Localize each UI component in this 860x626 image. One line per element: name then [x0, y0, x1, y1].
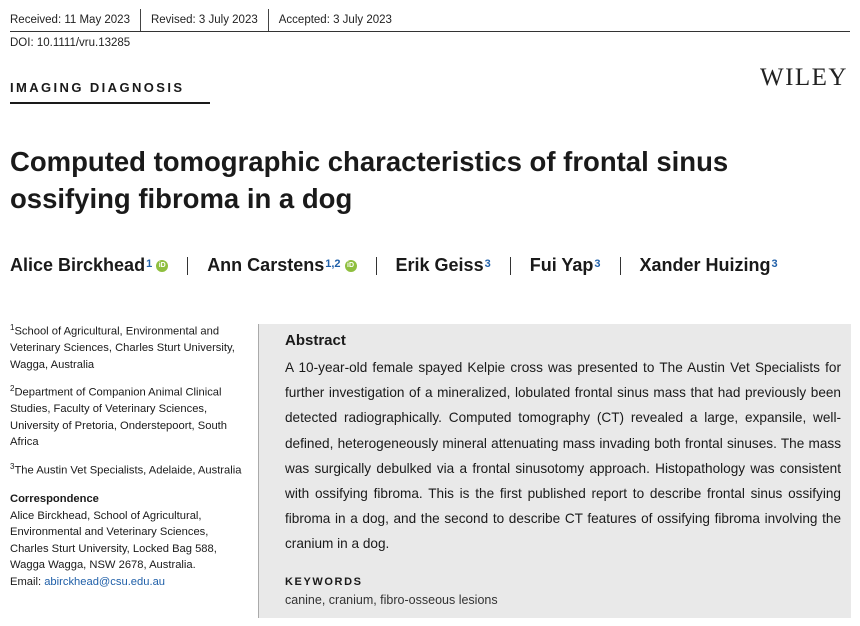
author-divider [510, 257, 511, 275]
section-label: IMAGING DIAGNOSIS [10, 80, 185, 95]
keywords-heading: KEYWORDS [285, 576, 363, 588]
affiliation-text: Department of Companion Animal Clinical Studies, Faculty of Veterinary Sciences, University of Pretoria, Onderstepoort, South Africa [10, 386, 228, 449]
author-4 [530, 255, 601, 276]
affiliation-text: School of Agricultural, Environmental and Veterinary Sciences, Charles Sturt University, Wagga, Australia [10, 325, 235, 371]
author-sup: 1,2 [325, 257, 341, 270]
received-date: Received: 11 May 2023 [10, 14, 130, 26]
author-divider [620, 257, 621, 275]
author-sup: 3 [594, 257, 601, 270]
author-sup: 3 [484, 257, 491, 270]
date-divider [268, 9, 269, 31]
keywords-text: canine, cranium, fibro-osseous lesions [285, 593, 498, 607]
affiliations [10, 320, 246, 590]
email-label: Email: [10, 575, 45, 588]
accepted-date: Accepted: 3 July 2023 [278, 14, 392, 26]
abstract-heading: Abstract [285, 332, 346, 349]
correspondence-text [10, 508, 246, 591]
abstract-box [258, 324, 851, 618]
affiliation-2 [10, 381, 246, 451]
revised-date: Revised: 3 July 2023 [150, 14, 258, 26]
orcid-icon[interactable]: iD [345, 260, 357, 272]
affiliation-1 [10, 320, 246, 373]
article-dates [10, 12, 392, 28]
author-5 [640, 255, 778, 276]
affiliation-3 [10, 459, 246, 479]
author-name[interactable]: Xander Huizing [639, 255, 771, 275]
author-2 [207, 255, 356, 276]
section-rule [10, 102, 210, 104]
header-rule [10, 31, 850, 32]
author-divider [187, 257, 188, 275]
author-divider [376, 257, 377, 275]
author-name[interactable]: Fui Yap [529, 255, 594, 275]
author-name[interactable]: Ann Carstens [207, 255, 325, 275]
affiliation-num: 1 [10, 323, 15, 332]
author-3 [396, 255, 491, 276]
abstract-text: A 10-year-old female spayed Kelpie cross was presented to The Austin Vet Specialists for further investigation of a mineralized, lobulated frontal sinus mass that had previously been detected radiographically. Computed tomography (CT) revealed a large, expansile, well-defined, heterogeneously mineral attenuating mass invading both frontal sinuses. The mass was surgically debulked via a frontal sinusotomy approach. Histopathology was consistent with ossifying fibroma. This is the first published report to describe frontal sinus ossifying fibroma in a dog, and the second to describe CT features of ossifying fibroma involving the cranium in a dog. [285, 360, 841, 552]
email-link[interactable]: abirckhead@csu.edu.au [44, 575, 166, 588]
affiliation-text: The Austin Vet Specialists, Adelaide, Australia [14, 464, 242, 477]
publisher-logo: WILEY [759, 64, 848, 91]
affiliation-num: 2 [10, 384, 15, 394]
correspondence-heading: Correspondence [10, 493, 99, 506]
author-sup: 1 [146, 257, 153, 270]
date-divider [140, 9, 141, 31]
orcid-icon[interactable]: iD [156, 260, 168, 272]
doi[interactable]: DOI: 10.1111/vru.13285 [10, 37, 131, 49]
author-name[interactable]: Erik Geiss [395, 255, 484, 275]
author-sup: 3 [771, 257, 778, 270]
affiliation-num: 3 [10, 461, 15, 471]
author-1 [10, 255, 168, 276]
correspondence-address: Alice Birckhead, School of Agricultural, Environmental and Veterinary Sciences, Charles Sturt University, Locked Bag 588, Wagga Wagga, NSW 2678, Australia. [10, 509, 217, 572]
author-name[interactable]: Alice Birckhead [10, 255, 146, 275]
author-list [10, 255, 778, 276]
article-title: Computed tomographic characteristics of frontal sinus ossifying fibroma in a dog [10, 146, 729, 214]
